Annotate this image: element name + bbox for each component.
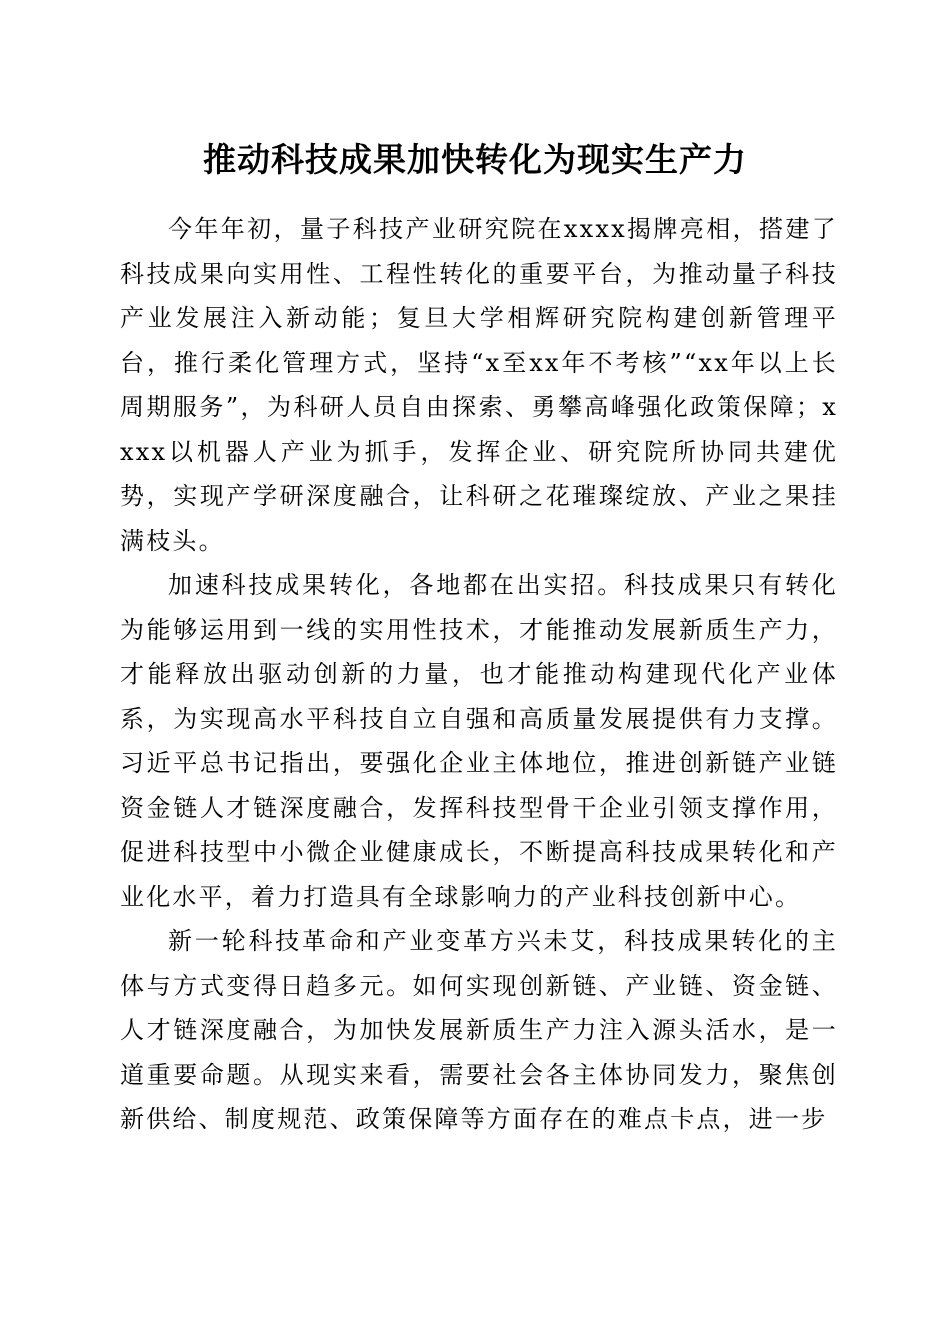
document-title: 推动科技成果加快转化为现实生产力	[203, 140, 747, 179]
paragraph-1: 今年年初，量子科技产业研究院在xxxx揭牌亮相，搭建了科技成果向实用性、工程性转化的重要平台，为推动量子科技产业发展注入新动能；复旦大学相辉研究院构建创新管理平台，推行柔化管理方式，坚持“x至xx年不考核”“xx年以上长周期服务”，为科研人员自由探索、勇攀高峰强化政策保障；xxxx以机器人产业为抓手，发挥企业、研究院所协同共建优势，实现产学研深度融合，让科研之花璀璨绽放、产业之果挂满枝头。	[120, 215, 838, 555]
paragraph-2: 加速科技成果转化，各地都在出实招。科技成果只有转化为能够运用到一线的实用性技术，才能推动发展新质生产力，才能释放出驱动创新的力量，也才能推动构建现代化产业体系，为实现高水平科技自立自强和高质量发展提供有力支撑。习近平总书记指出，要强化企业主体地位，推进创新链产业链资金链人才链深度融合，发挥科技型骨干企业引领支撑作用，促进科技型中小微企业健康成长，不断提高科技成果转化和产业化水平，着力打造具有全球影响力的产业科技创新中心。	[120, 571, 838, 911]
paragraph-3: 新一轮科技革命和产业变革方兴未艾，科技成果转化的主体与方式变得日趋多元。如何实现创新链、产业链、资金链、人才链深度融合，为加快发展新质生产力注入源头活水，是一道重要命题。从现实来看，需要社会各主体协同发力，聚焦创新供给、制度规范、政策保障等方面存在的难点卡点，进一步	[120, 927, 838, 1133]
document-body	[120, 207, 838, 1142]
